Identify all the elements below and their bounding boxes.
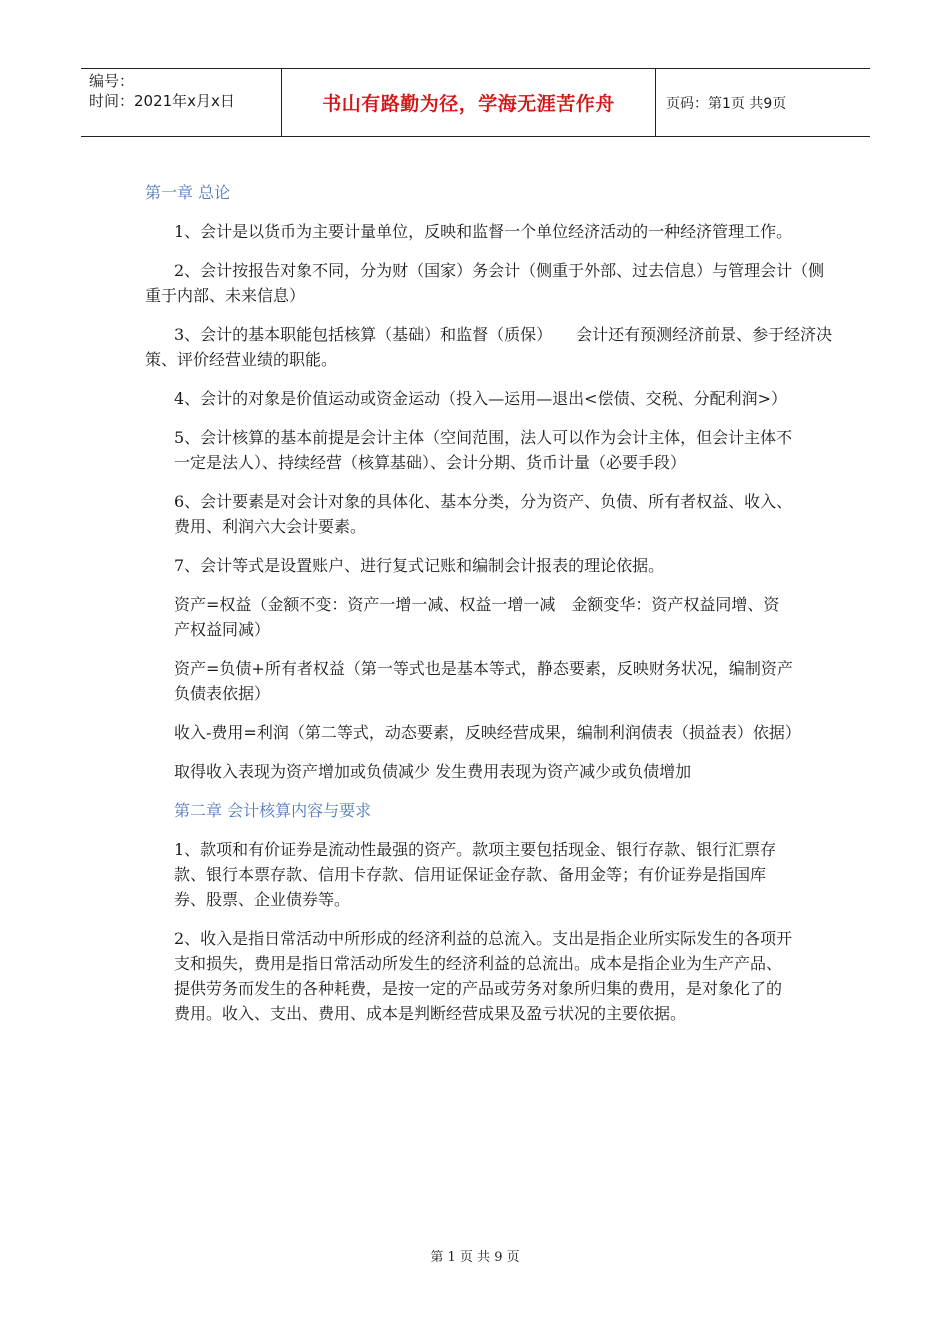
paragraph: 取得收入表现为资产增加或负债减少 发生费用表现为资产减少或负债增加	[174, 762, 692, 781]
paragraph: 7、会计等式是设置账户、进行复式记账和编制会计报表的理论依据。	[174, 556, 665, 575]
paragraph: 2、收入是指日常活动中所形成的经济利益的总流入。支出是指企业所实际发生的各项开支和损失，费用是指日常活动所发生的经济利益的总流出。成本是指企业为生产产品、提供劳务而发生的各种耗费，是按一定的产品或劳务对象所归集的费用，是对象化了的费用。收入、支出、费用、成本是判断经营成果及盈亏状况的主要依据。	[174, 929, 793, 1023]
header-motto: 书山有路勤为径，学海无涯苦作舟	[282, 69, 656, 136]
paragraph: 3、会计的基本职能包括核算（基础）和监督（质保） 会计还有预测经济前景、参于经济决策、评价经营业绩的职能。	[145, 325, 833, 369]
document-body	[145, 180, 835, 1040]
paragraph: 4、会计的对象是价值运动或资金运动（投入—运用—退出<偿债、交税、分配利润>）	[174, 389, 787, 408]
page-footer: 第 1 页 共 9 页	[430, 1250, 520, 1265]
paragraph: 收入-费用=利润（第二等式，动态要素，反映经营成果，编制利润债表（损益表）依据）	[174, 723, 801, 742]
header-meta	[81, 69, 282, 136]
chapter-1-title: 第一章 总论	[145, 183, 231, 202]
paragraph: 1、款项和有价证券是流动性最强的资产。款项主要包括现金、银行存款、银行汇票存款、银行本票存款、信用卡存款、信用证保证金存款、备用金等；有价证券是指国库券、股票、企业债券等。	[174, 840, 777, 909]
paragraph: 1、会计是以货币为主要计量单位，反映和监督一个单位经济活动的一种经济管理工作。	[174, 222, 793, 241]
document-number: 编号：	[89, 72, 135, 90]
chapter-2-title: 第二章 会计核算内容与要求	[174, 801, 372, 820]
paragraph: 5、会计核算的基本前提是会计主体（空间范围，法人可以作为会计主体，但会计主体不一定是法人）、持续经营（核算基础）、会计分期、货币计量（必要手段）	[174, 428, 793, 472]
paragraph: 资产=权益（金额不变：资产一增一减、权益一增一减 金额变华：资产权益同增、资产权益同减）	[174, 595, 780, 639]
paragraph: 2、会计按报告对象不同，分为财（国家）务会计（侧重于外部、过去信息）与管理会计（侧重于内部、未来信息）	[145, 261, 825, 305]
document-time: 时间：2021年x月x日	[89, 92, 235, 110]
header-page-number: 页码：第1页 共9页	[666, 95, 787, 112]
paragraph: 资产=负债+所有者权益（第一等式也是基本等式，静态要素，反映财务状况，编制资产负债表依据）	[174, 659, 793, 703]
page-header	[81, 68, 870, 137]
paragraph: 6、会计要素是对会计对象的具体化、基本分类，分为资产、负债、所有者权益、收入、费用、利润六大会计要素。	[174, 492, 793, 536]
